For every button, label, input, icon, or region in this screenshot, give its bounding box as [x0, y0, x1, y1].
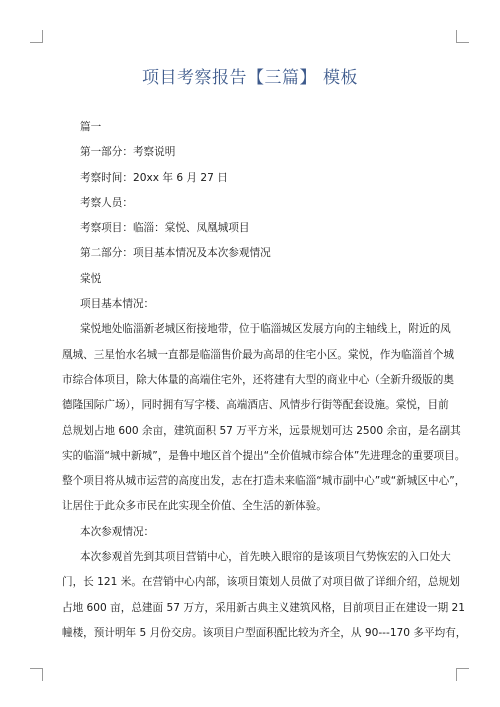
text-line: 总规划占地 600 余亩，建筑面积 57 万平方米，远景规划可达 2500 余亩，是名副其	[62, 424, 461, 437]
text-line: 让居住于此众多市民在此实现全价值、全生活的新体验。	[62, 500, 327, 513]
text-line: 项目基本情况：	[80, 298, 155, 311]
text-line: 棠悦	[80, 272, 102, 285]
text-line: 考察人员：	[80, 196, 133, 209]
text-line: 实的临淄“城中新城”，是鲁中地区首个提出“全价值城市综合体”先进理念的重要项目。	[62, 449, 466, 462]
text-line: 德隆国际广场），同时拥有写字楼、高端酒店、风情步行街等配套设施。棠悦，目前	[62, 399, 449, 412]
text-line: 第一部分：考察说明	[80, 146, 176, 159]
crop-mark-bottom-right	[456, 668, 469, 681]
text-line: 本次参观首先到其项目营销中心，首先映入眼帘的是该项目气势恢宏的入口处大	[80, 551, 451, 564]
crop-mark-top-left	[30, 30, 43, 43]
document-title: 项目考察报告【三篇】 模板	[142, 68, 358, 88]
text-line: 棠悦地处临淄新老城区衔接地带，位于临淄城区发展方向的主轴线上，附近的凤	[80, 323, 451, 336]
text-line: 考察项目：临淄：棠悦、凤凰城项目	[80, 222, 250, 235]
text-line: 占地 600 亩，总建面 57 万方，采用新古典主义建筑风格，目前项目正在建设一期 21	[62, 601, 466, 614]
crop-mark-bottom-left	[30, 668, 43, 681]
document-body	[62, 115, 467, 646]
text-line: 篇一	[80, 121, 102, 133]
text-line: 第二部分：项目基本情况及本次参观情况	[80, 247, 271, 260]
text-line: 考察时间：20xx 年 6 月 27 日	[80, 171, 228, 184]
text-line: 幢楼，预计明年 5 月份交房。该项目户型面积配比较为齐全，从 90---170 多平均有，	[62, 626, 467, 639]
crop-mark-top-right	[456, 30, 469, 43]
text-line: 本次参观情况：	[80, 525, 155, 538]
text-line: 市综合体项目，除大体量的高端住宅外，还将建有大型的商业中心（全新升级版的奥	[62, 373, 454, 386]
text-line: 门，长 121 米。在营销中心内部，该项目策划人员做了对项目做了详细介绍，总规划	[62, 576, 460, 589]
text-line: 凰城、三星怡水名城一直都是临淄售价最为高昂的住宅小区。棠悦，作为临淄首个城	[62, 348, 454, 361]
text-line: 整个项目将从城市运营的高度出发，志在打造未来临淄“城市副中心”或“新城区中心”，	[62, 475, 466, 488]
